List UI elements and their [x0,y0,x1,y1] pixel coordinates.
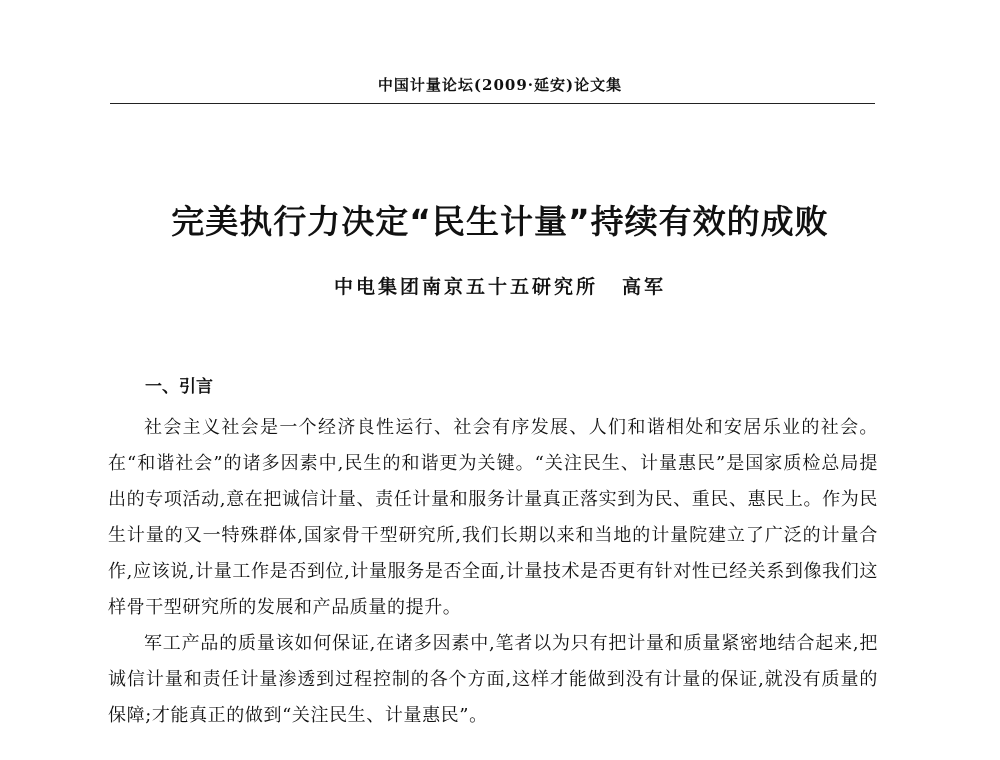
paragraph: 社会主义社会是一个经济良性运行、社会有序发展、人们和谐相处和安居乐业的社会。在“和谐社会”的诸多因素中,民生的和谐更为关键。“关注民生、计量惠民”是国家质检总局提出的专项活动,意在把诚信计量、责任计量和服务计量真正落实到为民、重民、惠民上。作为民生计量的又一特殊群体,国家骨干型研究所,我们长期以来和当地的计量院建立了广泛的计量合作,应该说,计量工作是否到位,计量服务是否全面,计量技术是否更有针对性已经关系到像我们这样骨干型研究所的发展和产品质量的提升。 [108,417,878,618]
body-text [108,410,878,734]
paragraph: 军工产品的质量该如何保证,在诸多因素中,笔者以为只有把计量和质量紧密地结合起来,把诚信计量和责任计量渗透到过程控制的各个方面,这样才能做到没有计量的保证,就没有质量的保障;才能真正的做到“关注民生、计量惠民”。 [108,633,878,726]
running-header: 中国计量论坛(2009·延安)论文集 [377,76,623,94]
byline [0,272,1000,299]
header-rule [110,103,875,104]
affiliation: 中电集团南京五十五研究所 [333,276,598,298]
paper-title: 完美执行力决定“民生计量”持续有效的成败 [171,202,829,241]
section-heading: 一、引言 [145,377,213,397]
author: 高军 [622,276,667,298]
